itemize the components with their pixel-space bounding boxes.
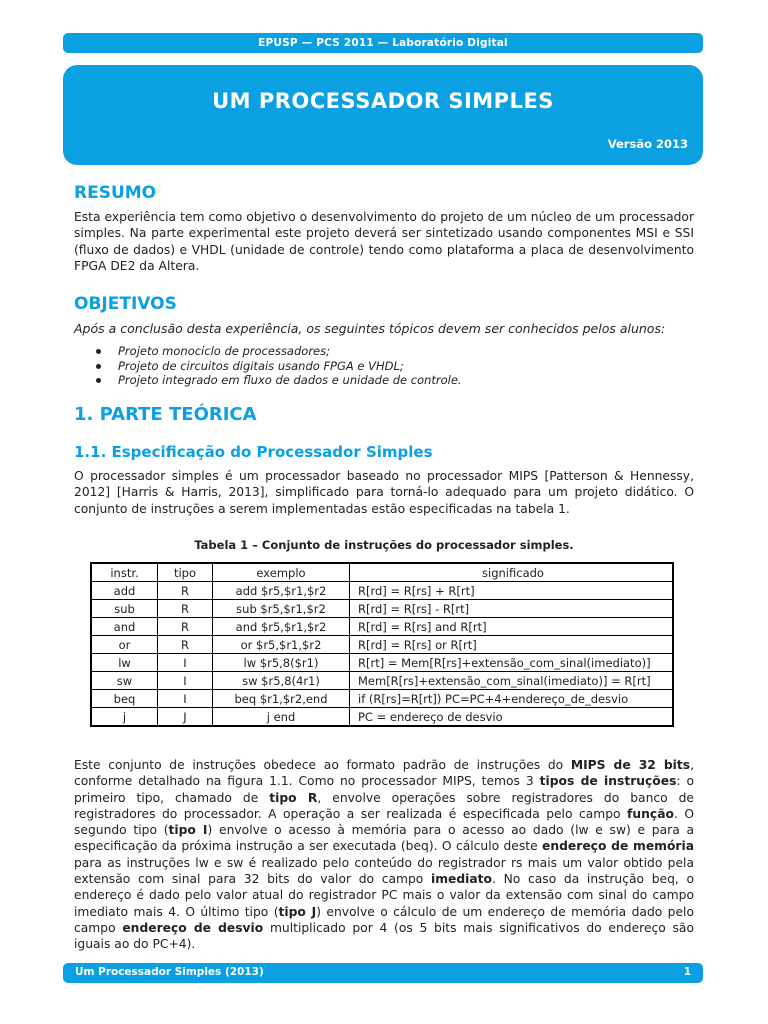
table-row: [91, 708, 673, 727]
table-header-row: [91, 563, 673, 582]
bold-text: tipo I: [168, 823, 208, 838]
bold-text: MIPS de 32 bits: [570, 758, 691, 772]
table-cell: I: [158, 672, 213, 690]
list-item: Projeto monociclo de processadores;: [96, 344, 462, 359]
table-cell: R[rd] = R[rs] + R[rt]: [350, 582, 674, 600]
column-header: instr.: [91, 563, 158, 582]
table-cell: PC = endereço de desvio: [350, 708, 674, 727]
table-cell: sub: [91, 600, 158, 618]
bold-text: tipo J: [278, 904, 317, 919]
table-cell: sw: [91, 672, 158, 690]
table-cell: R: [158, 600, 213, 618]
text-run: . No caso da instrução beq, o endereço é dado pelo valor atual do registrador PC mais o valor da extensão com sinal do campo imediato mais 4. O último tipo (: [74, 872, 695, 919]
bold-text: tipo R: [269, 790, 318, 805]
header-text: EPUSP — PCS 2011 — Laboratório Digital: [258, 37, 508, 49]
text-run: para as instruções lw e sw é realizado pelo conteúdo do registrador rs mais um valor obtido pela extensão com sinal para 32 bits do valor do campo: [74, 855, 694, 887]
table-cell: Mem[R[rs]+extensão_com_sinal(imediato)] = R[rt]: [350, 672, 674, 690]
text-run: ) envolve o cálculo de um endereço de memória dado pelo campo: [74, 904, 694, 935]
text-run: . O segundo tipo (: [74, 806, 695, 838]
table-cell: and: [91, 618, 158, 636]
bold-text: endereço de desvio: [122, 920, 264, 935]
instruction-table: [90, 562, 674, 727]
bold-text: função: [627, 806, 674, 821]
table-row: [91, 654, 673, 672]
header-bar: [63, 33, 703, 53]
section-1-1-heading: 1.1. Especificação do Processador Simples: [74, 443, 433, 461]
text-run: , envolve operações sobre registradores do banco de registradores do processador. A operação a ser realizada é especificada pelo campo: [74, 790, 694, 821]
table-cell: j end: [213, 708, 350, 727]
table-cell: J: [158, 708, 213, 727]
text-run: multiplicado por 4 (os 5 bits mais significativos do endereço são iguais ao do PC+4).: [74, 920, 694, 952]
list-item: Projeto integrado em fluxo de dados e unidade de controle.: [96, 373, 462, 388]
resumo-text: Esta experiência tem como objetivo o desenvolvimento do projeto de um núcleo de um processador simples. Na parte experimental este projeto deverá ser sintetizado usando componentes MSI e SSI (fluxo de dados) e VHDL (unidade de controle) tendo como plataforma a placa de desenvolvimento FPGA DE2 da Altera.: [74, 210, 694, 273]
column-header: tipo: [158, 563, 213, 582]
resumo-heading: RESUMO: [74, 183, 157, 203]
table-row: [91, 618, 673, 636]
table-cell: beq $r1,$r2,end: [213, 690, 350, 708]
table-row: [91, 636, 673, 654]
footer-title: Um Processador Simples (2013): [75, 966, 264, 978]
document-version: Versão 2013: [607, 137, 688, 151]
title-banner: [63, 65, 703, 165]
table-cell: lw $r5,8($r1): [213, 654, 350, 672]
text-run: ) envolve o acesso à memória para o acesso ao dado (lw e sw) e para a especificação da próxima instrução a ser executada (beq). O cálculo deste: [74, 823, 694, 854]
table-cell: sub $r5,$r1,$r2: [213, 600, 350, 618]
objetivos-list: [96, 344, 462, 388]
page-number: 1: [683, 966, 691, 978]
table-cell: if (R[rs]=R[rt]) PC=PC+4+endereço_de_desvio: [350, 690, 674, 708]
text-run: : o primeiro tipo, chamado de: [74, 774, 695, 805]
bold-text: imediato: [431, 872, 493, 887]
column-header: exemplo: [213, 563, 350, 582]
table-cell: R: [158, 636, 213, 654]
table-cell: and $r5,$r1,$r2: [213, 618, 350, 636]
table-cell: R: [158, 582, 213, 600]
table-caption: Tabela 1 – Conjunto de instruções do processador simples.: [194, 538, 574, 552]
table-cell: beq: [91, 690, 158, 708]
table-cell: I: [158, 654, 213, 672]
table-row: [91, 672, 673, 690]
table-cell: R[rd] = R[rs] or R[rt]: [350, 636, 674, 654]
footer-bar: [63, 963, 703, 983]
table-cell: R[rd] = R[rs] and R[rt]: [350, 618, 674, 636]
table-cell: I: [158, 690, 213, 708]
list-item: Projeto de circuitos digitais usando FPGA e VHDL;: [96, 359, 462, 374]
table-cell: sw $r5,8(4r1): [213, 672, 350, 690]
text-run: , conforme detalhado na figura 1.1. Como no processador MIPS, temos 3: [74, 758, 695, 789]
table-row: [91, 582, 673, 600]
section-1-1-text: O processador simples é um processador baseado no processador MIPS [Patterson & Hennessy, 2012] [Harris & Harris, 2013], simplificado para torná-lo adequado para um projeto didático. O conjunto de instruções a serem implementadas estão especificadas na tabela 1.: [74, 469, 694, 516]
bold-text: tipos de instruções: [539, 774, 677, 789]
instruction-format-paragraph: [74, 757, 694, 953]
text-run: Este conjunto de instruções obedece ao formato padrão de instruções do: [74, 758, 571, 772]
bold-text: endereço de memória: [542, 839, 694, 854]
table-row: [91, 690, 673, 708]
table-cell: or $r5,$r1,$r2: [213, 636, 350, 654]
table-cell: R[rt] = Mem[R[rs]+extensão_com_sinal(imediato)]: [350, 654, 674, 672]
objetivos-heading: OBJETIVOS: [74, 294, 177, 314]
objetivos-intro: Após a conclusão desta experiência, os seguintes tópicos devem ser conhecidos pelos alunos:: [74, 321, 666, 336]
table-cell: or: [91, 636, 158, 654]
table-cell: j: [91, 708, 158, 727]
table-cell: R: [158, 618, 213, 636]
table-cell: add: [91, 582, 158, 600]
section-1-heading: 1. PARTE TEÓRICA: [74, 404, 257, 425]
document-title: UM PROCESSADOR SIMPLES: [212, 89, 554, 113]
table-cell: R[rd] = R[rs] - R[rt]: [350, 600, 674, 618]
table-cell: lw: [91, 654, 158, 672]
column-header: significado: [350, 563, 674, 582]
table-row: [91, 600, 673, 618]
table-cell: add $r5,$r1,$r2: [213, 582, 350, 600]
